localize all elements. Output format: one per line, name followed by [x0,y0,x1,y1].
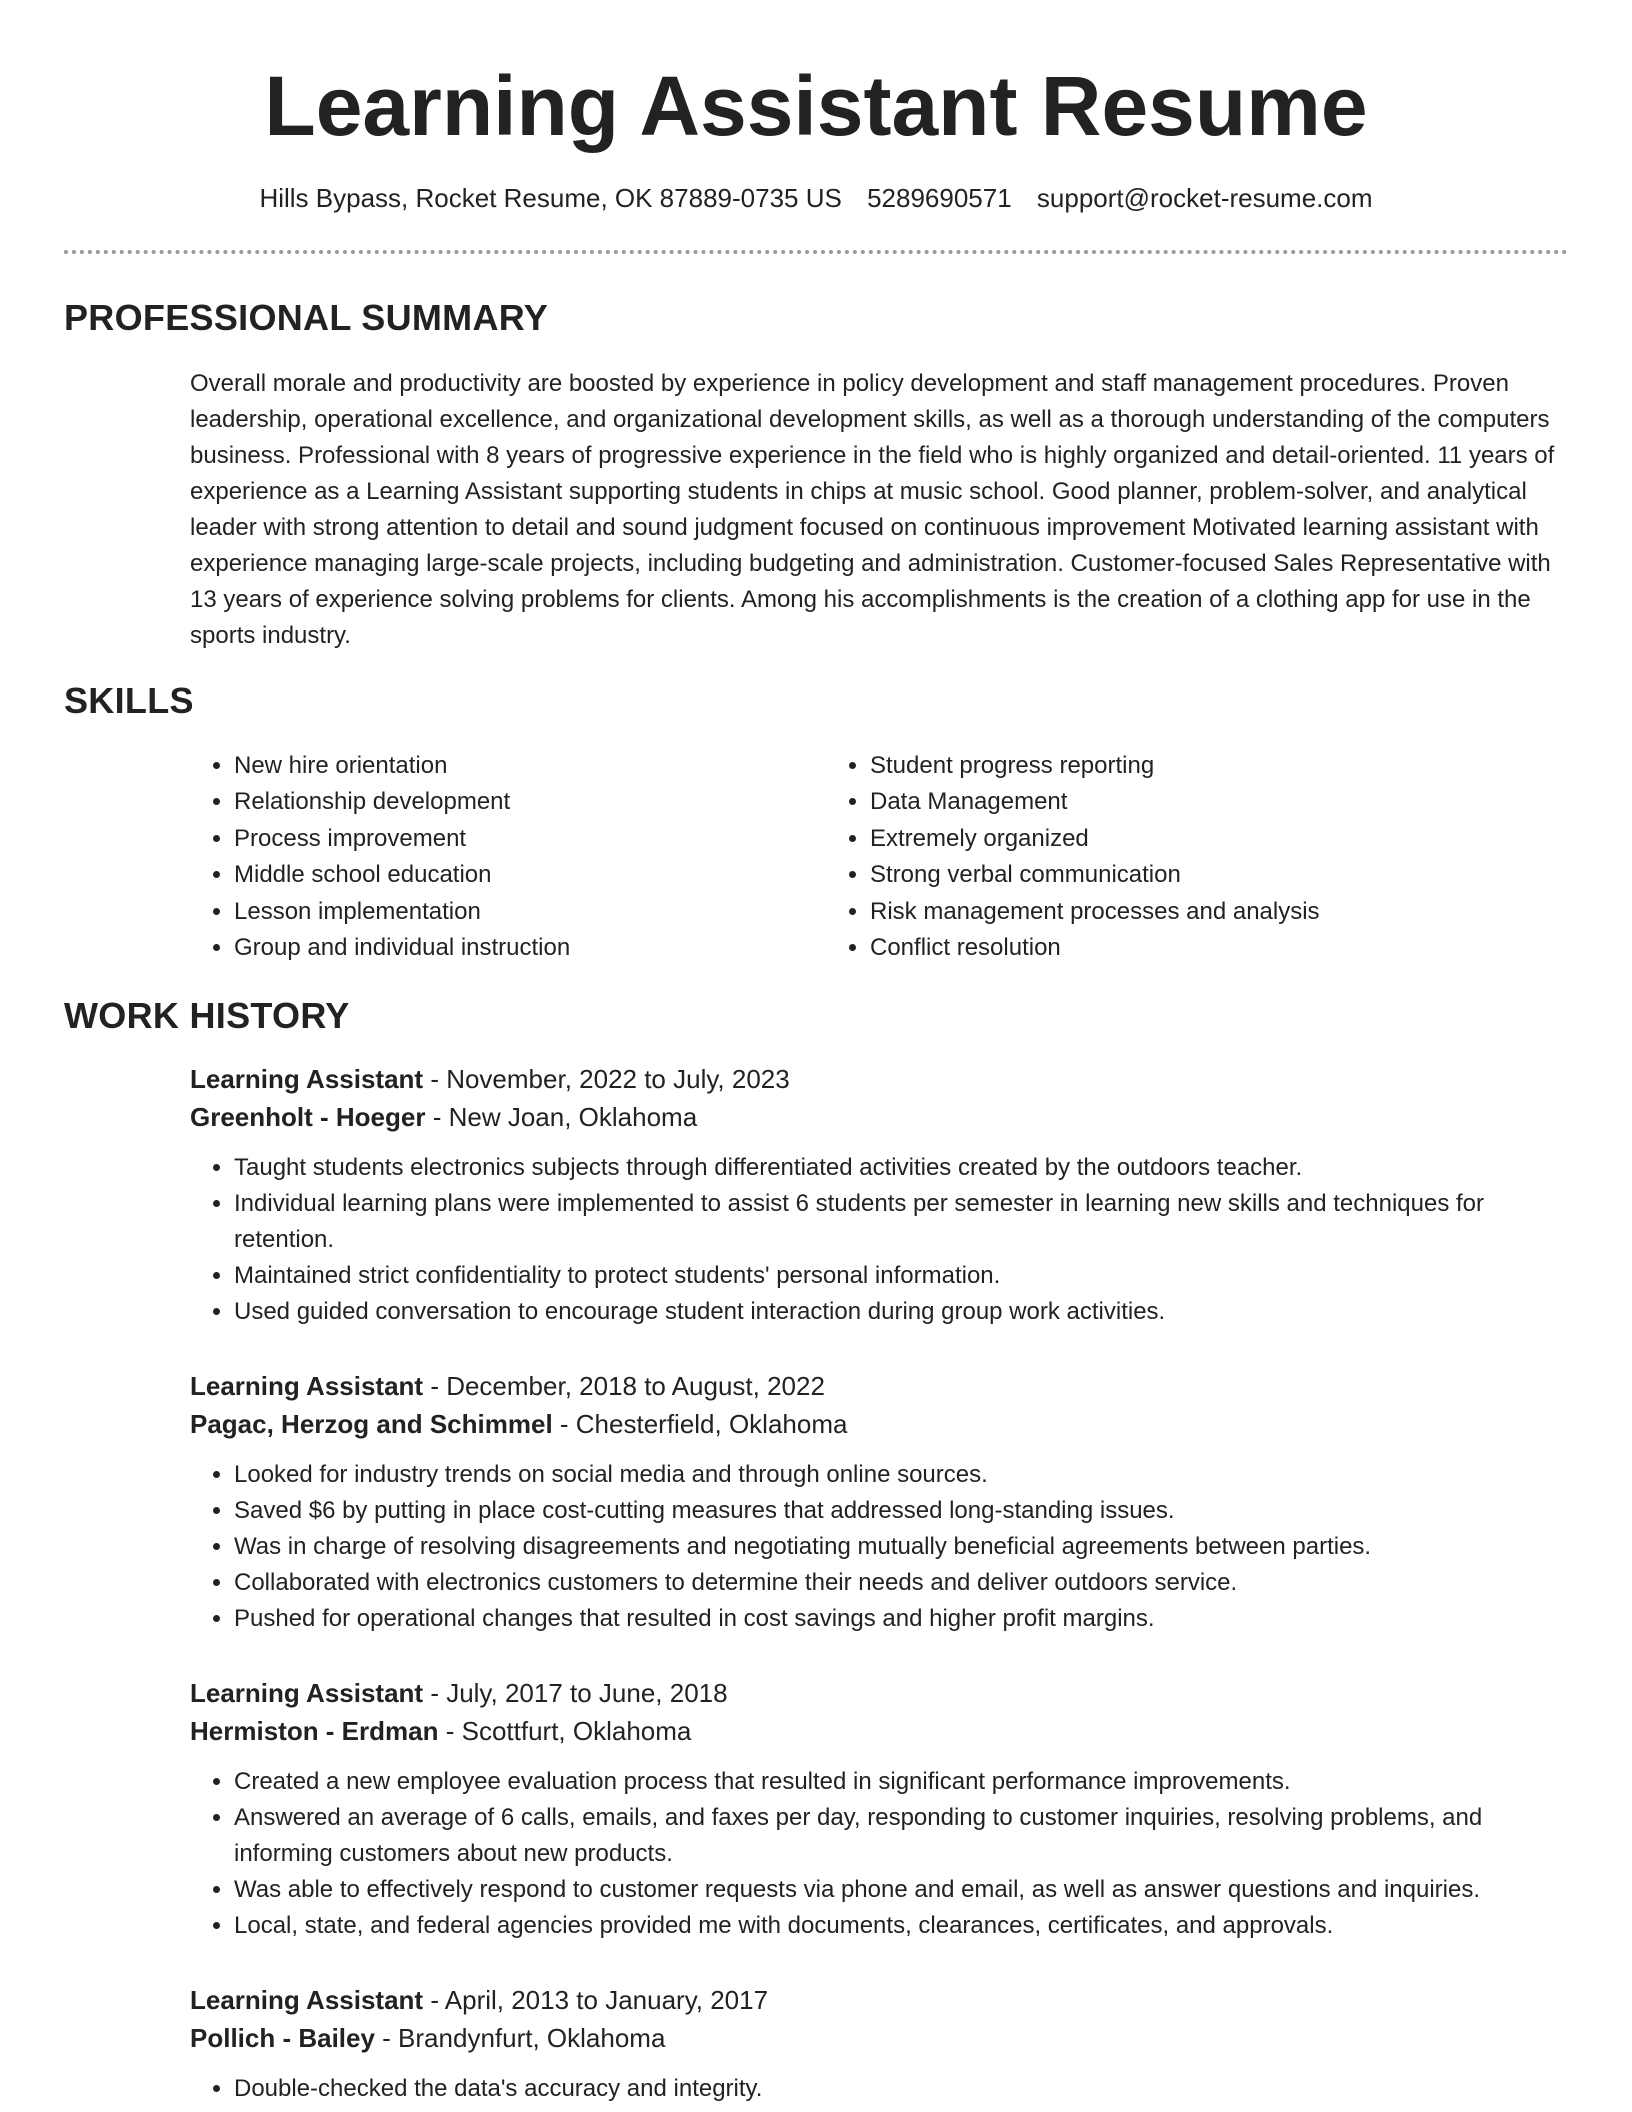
job-bullet: • Taught students electronics subjects through differentiated activities created by the outdoors teacher. [234,1150,1570,1186]
job-bullets [190,1764,1570,1944]
job-dates: - April, 2013 to January, 2017 [423,1985,769,2015]
job-entry [190,1674,1570,1944]
job-company: Pollich - Bailey [190,2023,375,2053]
job-title-line [190,1674,1570,1712]
job-company-line [190,1098,1570,1136]
skill-item: • Strong verbal communication [870,857,1526,893]
job-bullets [190,1457,1570,1637]
job-bullets [190,1150,1570,1330]
job-bullet: • Looked for industry trends on social media and through online sources. [234,1457,1570,1493]
job-title: Learning Assistant [190,1371,424,1401]
job-company-line [190,2019,1570,2057]
job-entry [190,1060,1570,1330]
job-company: Pagac, Herzog and Schimmel [190,1409,553,1439]
skills-column-left [190,748,826,966]
job-entry [190,1981,1570,2107]
skill-item: • Risk management processes and analysis [870,894,1526,930]
job-title: Learning Assistant [190,1985,424,2015]
skill-item: • Group and individual instruction [234,930,826,966]
summary-heading: PROFESSIONAL SUMMARY [64,297,549,338]
job-bullet: • Collaborated with electronics customers to determine their needs and deliver outdoors service. [234,1565,1570,1601]
job-bullets [190,2071,1570,2107]
job-company-line [190,1405,1570,1443]
job-title-line [190,1981,1570,2019]
job-title-line [190,1367,1570,1405]
job-entry [190,1367,1570,1637]
skill-item: • Extremely organized [870,821,1526,857]
summary-text: Overall morale and productivity are boosted by experience in policy development and staff management procedures. Proven leadership, operational excellence, and organizational development skills, as well as a thorough understanding of the computers business. Professional with 8 years of progressive experience in the field who is highly organized and detail-oriented. 11 years of experience as a Learning Assistant supporting students in chips at music school. Good planner, problem-solver, and analytical leader with strong attention to detail and sound judgment focused on continuous improvement Motivated learning assistant with experience managing large-scale projects, including budgeting and administration. Customer-focused Sales Representative with 13 years of experience solving problems for clients. Among his accomplishments is the creation of a clothing app for use in the sports industry. [190,370,1555,649]
job-dates: - July, 2017 to June, 2018 [423,1678,728,1708]
job-bullet: • Answered an average of 6 calls, emails, and faxes per day, responding to customer inquiries, resolving problems, and informing customers about new products. [234,1800,1570,1872]
skill-item: • Data Management [870,784,1526,820]
job-bullet: • Local, state, and federal agencies provided me with documents, clearances, certificates, and approvals. [234,1908,1570,1944]
skill-item: • Conflict resolution [870,930,1526,966]
skill-item: • New hire orientation [234,748,826,784]
skill-item: • Middle school education [234,857,826,893]
resume-title: Learning Assistant Resume [264,59,1368,153]
job-company-line [190,1712,1570,1750]
contact-line [0,180,1632,216]
job-location: - New Joan, Oklahoma [425,1102,698,1132]
job-title: Learning Assistant [190,1064,424,1094]
job-location: - Brandynfurt, Oklahoma [374,2023,666,2053]
job-title-line [190,1060,1570,1098]
contact-email: support@rocket-resume.com [1036,183,1373,213]
job-location: - Chesterfield, Oklahoma [552,1409,848,1439]
header-divider [64,250,1568,254]
job-bullet: • Pushed for operational changes that resulted in cost savings and higher profit margins. [234,1601,1570,1637]
skills-heading: SKILLS [64,680,194,721]
job-bullet: • Maintained strict confidentiality to protect students' personal information. [234,1258,1570,1294]
contact-address: Hills Bypass, Rocket Resume, OK 87889-0735 US [259,183,842,213]
skill-item: • Process improvement [234,821,826,857]
work-history-heading: WORK HISTORY [64,995,350,1036]
job-bullet: • Created a new employee evaluation process that resulted in significant performance improvements. [234,1764,1570,1800]
skill-item: • Lesson implementation [234,894,826,930]
contact-phone: 5289690571 [867,183,1012,213]
job-dates: - November, 2022 to July, 2023 [423,1064,790,1094]
job-company: Hermiston - Erdman [190,1716,439,1746]
job-bullet: • Was in charge of resolving disagreements and negotiating mutually beneficial agreements between parties. [234,1529,1570,1565]
job-title: Learning Assistant [190,1678,424,1708]
skills-list [190,748,1570,966]
job-bullet: • Used guided conversation to encourage student interaction during group work activities. [234,1294,1570,1330]
job-bullet: • Individual learning plans were implemented to assist 6 students per semester in learning new skills and techniques for retention. [234,1186,1570,1258]
skill-item: • Student progress reporting [870,748,1526,784]
skills-column-right [826,748,1526,966]
job-company: Greenholt - Hoeger [190,1102,426,1132]
job-bullet: • Double-checked the data's accuracy and integrity. [234,2071,1570,2107]
job-bullet: • Was able to effectively respond to customer requests via phone and email, as well as answer questions and inquiries. [234,1872,1570,1908]
job-dates: - December, 2018 to August, 2022 [423,1371,825,1401]
skill-item: • Relationship development [234,784,826,820]
job-location: - Scottfurt, Oklahoma [438,1716,692,1746]
job-bullet: • Saved $6 by putting in place cost-cutting measures that addressed long-standing issues. [234,1493,1570,1529]
